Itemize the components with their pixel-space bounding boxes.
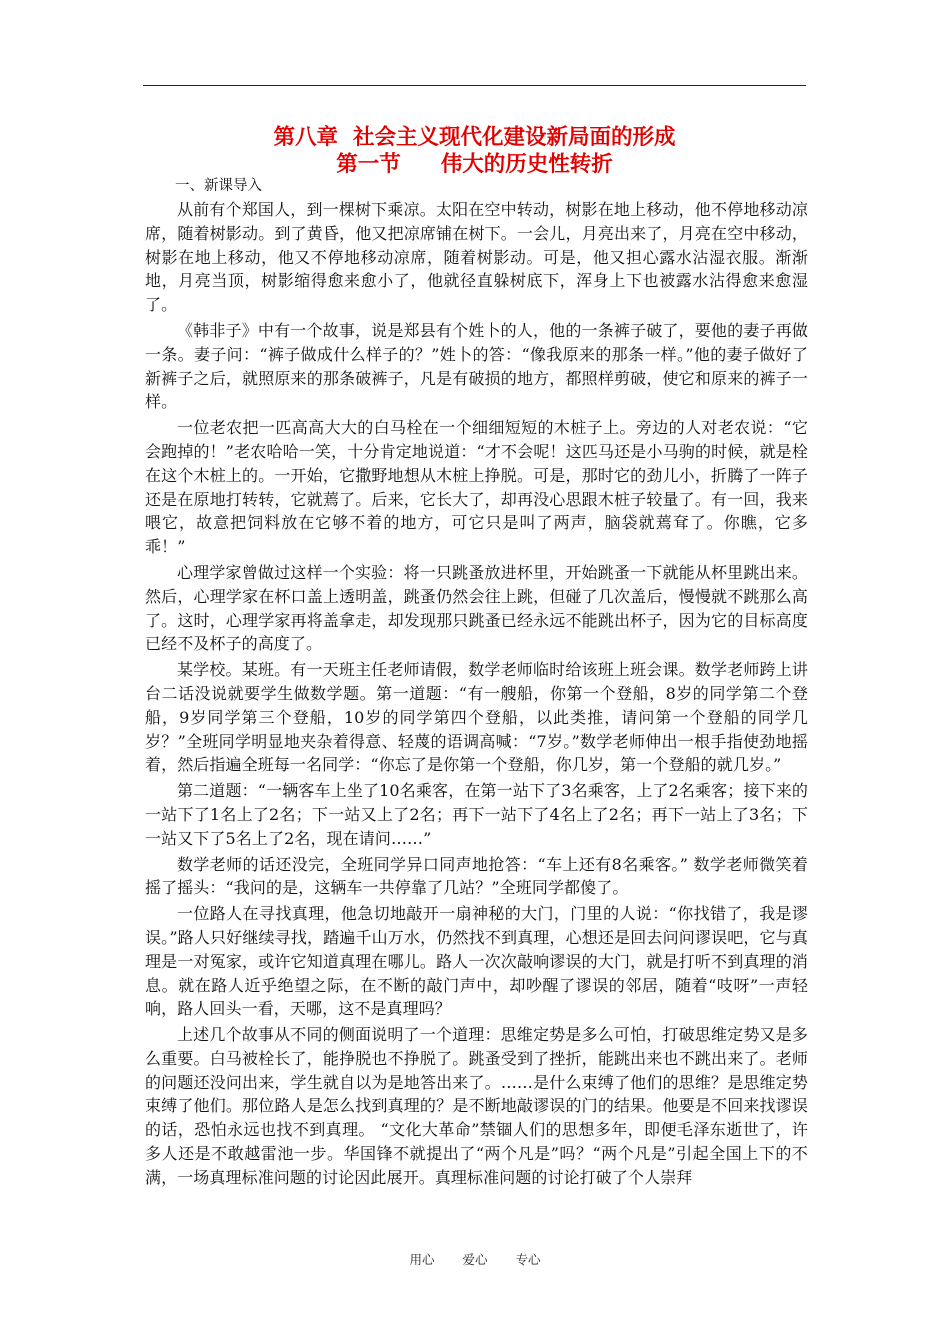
paragraph: 第二道题：“一辆客车上坐了10名乘客，在第一站下了3名乘客，上了2名乘客；接下来的一站下了1名上了2名；下一站又上了2名；再下一站下了4名上了2名；再下一站上了3名；下一站又下了5名上了2名，现在请问……” — [145, 781, 808, 848]
chapter-title: 第八章 社会主义现代化建设新局面的形成 — [273, 125, 676, 150]
section-label: 第一节 — [336, 152, 401, 177]
paragraph: 某学校。某班。有一天班主任老师请假，数学老师临时给该班上班会课。数学老师跨上讲台二话没说就要学生做数学题。第一道题：“有一艘船，你第一个登船，8岁的同学第二个登船，9岁同学第三个登船，10岁的同学第四个登船，以此类推，请问第一个登船的同学几岁？”全班同学明显地夹杂着得意、轻蔑的语调高喊：“7岁。”数学老师伸出一根手指使劲地摇着，然后指遍全班每一名同学：“你忘了是你第一个登船，你几岁，第一个登船的就几岁。” — [145, 660, 808, 775]
section-title: 伟大的历史性转折 — [440, 152, 613, 177]
paragraph: 数学老师的话还没完，全班同学异口同声地抢答：“车上还有8名乘客。” 数学老师微笑着摇了摇头：“我问的是，这辆车一共停靠了几站？”全班同学都傻了。 — [145, 854, 808, 898]
page-footer: 用心 爱心 专心 — [409, 1252, 541, 1267]
paragraph: 上述几个故事从不同的侧面说明了一个道理：思维定势是多么可怕，打破思维定势又是多么重要。白马被栓长了，能挣脱也不挣脱了。跳蚤受到了挫折，能跳出来也不跳出来了。老师的问题还没问出来，学生就自以为是地答出来了。……是什么束缚了他们的思维？是思维定势束缚了他们。那位路人是怎么找到真理的？是不断地敲谬误的门的结果。他要是不回来找谬误的话，恐怕永远也找不到真理。 “文化大革命”禁锢人们的思想多年，即便毛泽东逝世了，许多人还是不敢越雷池一步。华国锋不就提出了“两个凡是”吗？“两个凡是”引起全国上下的不满，一场真理标准问题的讨论因此展开。真理标准问题的讨论打破了个人崇拜 — [145, 1025, 808, 1187]
title-block — [143, 124, 806, 178]
intro-heading: 一、新课导入 — [175, 178, 262, 194]
paragraph: 《韩非子》中有一个故事，说是郑县有个姓卜的人，他的一条裤子破了，要他的妻子再做一条。妻子问：“裤子做成什么样子的？”姓卜的答：“像我原来的那条一样。”他的妻子做好了新裤子之后，就照原来的那条破裤子，凡是有破损的地方，都照样剪破，使它和原来的裤子一样。 — [145, 320, 808, 412]
paragraph: 从前有个郑国人，到一棵树下乘凉。太阳在空中转动，树影在地上移动，他不停地移动凉席，随着树影动。到了黄昏，他又把凉席铺在树下。一会儿，月亮出来了，月亮在空中移动，树影在地上移动，他又不停地移动凉席，随着树影动。可是，他又担心露水沾湿衣服。渐渐地，月亮当顶，树影缩得愈来愈小了，他就径直躲树底下，浑身上下也被露水沾得愈来愈湿了。 — [145, 200, 808, 315]
paragraph: 一位路人在寻找真理，他急切地敲开一扇神秘的大门，门里的人说：“你找错了，我是谬误。”路人只好继续寻找，踏遍千山万水，仍然找不到真理，心想还是回去问问谬误吧，它与真理是一对冤家，或许它知道真理在哪儿。路人一次次敲响谬误的大门，就是打听不到真理的消息。就在路人近乎绝望之际，在不断的敲门声中，却吵醒了谬误的邻居，随着“吱呀”一声轻响，路人回头一看，天哪，这不是真理吗？ — [145, 904, 808, 1019]
paragraph: 一位老农把一匹高高大大的白马栓在一个细细短短的木桩子上。旁边的人对老农说：“它会跑掉的！”老农哈哈一笑，十分肯定地说道：“才不会呢！这匹马还是小马驹的时候，就是栓在这个木桩上的。一开始，它撒野地想从木桩上挣脱。可是，那时它的劲儿小，折腾了一阵子还是在原地打转转，它就蔫了。后来，它长大了，却再没心思跟木桩子较量了。有一回，我来喂它，故意把饲料放在它够不着的地方，可它只是叫了两声，脑袋就蔫耷了。你瞧，它多乖！” — [145, 418, 808, 557]
header-rule — [143, 85, 806, 86]
document-body — [145, 176, 808, 1192]
section-title-line — [143, 151, 806, 178]
paragraph: 心理学家曾做过这样一个实验：将一只跳蚤放进杯里，开始跳蚤一下就能从杯里跳出来。然后，心理学家在杯口盖上透明盖，跳蚤仍然会往上跳，但碰了几次盖后，慢慢就不跳那么高了。这时，心理学家再将盖拿走，却发现那只跳蚤已经永远不能跳出杯子，因为它的目标高度已经不及杯子的高度了。 — [145, 562, 808, 654]
